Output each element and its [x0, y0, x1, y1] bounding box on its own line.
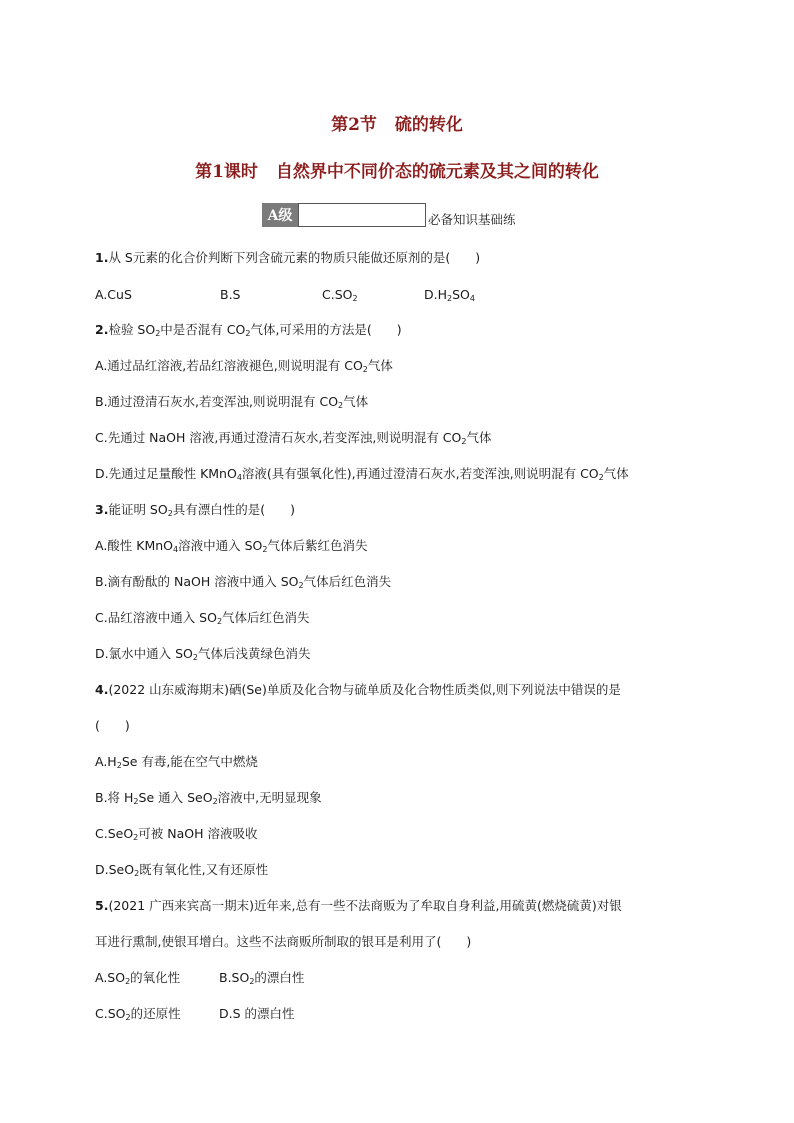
question-3-option-d: D.氯水中通入 $SO_2$气体后浅黄绿色消失	[95, 646, 311, 662]
question-text: 从 S元素的化合价判断下列含硫元素的物质只能做还原剂的是( )	[108, 250, 481, 265]
lesson-number: 第1课时	[195, 162, 258, 182]
question-3-option-a: A.酸性 KMnO$_4$溶液中通入 $SO_2$气体后紫红色消失	[95, 538, 368, 554]
question-3-option-b: B.滴有酚酞的 NaOH 溶液中通入 $SO_2$气体后红色消失	[95, 574, 392, 590]
question-2-option-c: C.先通过 NaOH 溶液,再通过澄清石灰水,若变浑浊,则说明混有 $CO_2$气体	[95, 430, 492, 446]
question-number: 3.	[95, 502, 109, 517]
lesson-title	[0, 157, 794, 182]
question-number: 5.	[95, 898, 109, 913]
question-number: 1.	[95, 250, 109, 265]
level-badge: A级	[262, 203, 298, 227]
question-4-option-c: C.SeO$_2$可被 NaOH 溶液吸收	[95, 826, 258, 842]
question-3-stem: 3.能证明 $SO_2$具有漂白性的是( )	[95, 502, 296, 518]
question-number: 4.	[95, 682, 109, 697]
section-title	[0, 110, 794, 135]
option-b: $B.SO_2$的漂白性	[219, 970, 305, 986]
level-label: 必备知识基础练	[428, 212, 516, 227]
question-2-option-b: B.通过澄清石灰水,若变浑浊,则说明混有 $CO_2$气体	[95, 394, 369, 410]
option-d: $D.H_2SO_4$	[424, 287, 475, 303]
question-5-stem-line-1: 5.(2021 广西来宾高一期末)近年来,总有一些不法商贩为了牟取自身利益,用硫黄(燃烧硫黄)对银	[95, 898, 622, 913]
question-5-options-row-1	[95, 970, 705, 986]
question-4-option-a: $A.H_2Se$ 有毒,能在空气中燃烧	[95, 754, 258, 770]
level-header	[262, 201, 516, 227]
option-c: $C.SO_2$的还原性	[95, 1006, 181, 1022]
question-2-option-a: A.通过品红溶液,若品红溶液褪色,则说明混有 $CO_2$气体	[95, 358, 393, 374]
question-4-paren: ( )	[95, 718, 130, 733]
question-4-option-b: B.将 $H_2Se$ 通入 SeO$_2$溶液中,无明显现象	[95, 790, 322, 806]
section-name: 硫的转化	[394, 115, 463, 135]
question-2-option-d: D.先通过足量酸性 KMnO$_4$溶液(具有强氧化性),再通过澄清石灰水,若变浑浊,则说明混有 $CO_2$气体	[95, 466, 629, 482]
question-1-options	[95, 287, 705, 303]
question-4-option-d: D.SeO$_2$既有氧化性,又有还原性	[95, 862, 269, 878]
option-b: B.S	[220, 287, 241, 302]
question-number: 2.	[95, 322, 109, 337]
question-5-stem-line-2: 耳进行熏制,使银耳增白。这些不法商贩所制取的银耳是利用了( )	[95, 934, 472, 949]
option-a: A.CuS	[95, 287, 132, 302]
question-3-option-c: C.品红溶液中通入 $SO_2$气体后红色消失	[95, 610, 310, 626]
level-score-box	[298, 203, 426, 227]
option-d: D.S 的漂白性	[219, 1006, 295, 1021]
section-number: 第2节	[331, 115, 377, 135]
question-1-stem	[95, 250, 705, 266]
option-c: $C.SO_2$	[322, 287, 358, 303]
lesson-name: 自然界中不同价态的硫元素及其之间的转化	[275, 162, 599, 182]
question-4-stem: 4.(2022 山东威海期末)硒(Se)单质及化合物与硫单质及化合物性质类似,则下列说法中错误的是	[95, 682, 621, 697]
question-2-stem: 2.检验 $SO_2$中是否混有 $CO_2$气体,可采用的方法是( )	[95, 322, 402, 338]
question-5-options-row-2	[95, 1006, 705, 1022]
option-a: $A.SO_2$的氧化性	[95, 970, 181, 986]
